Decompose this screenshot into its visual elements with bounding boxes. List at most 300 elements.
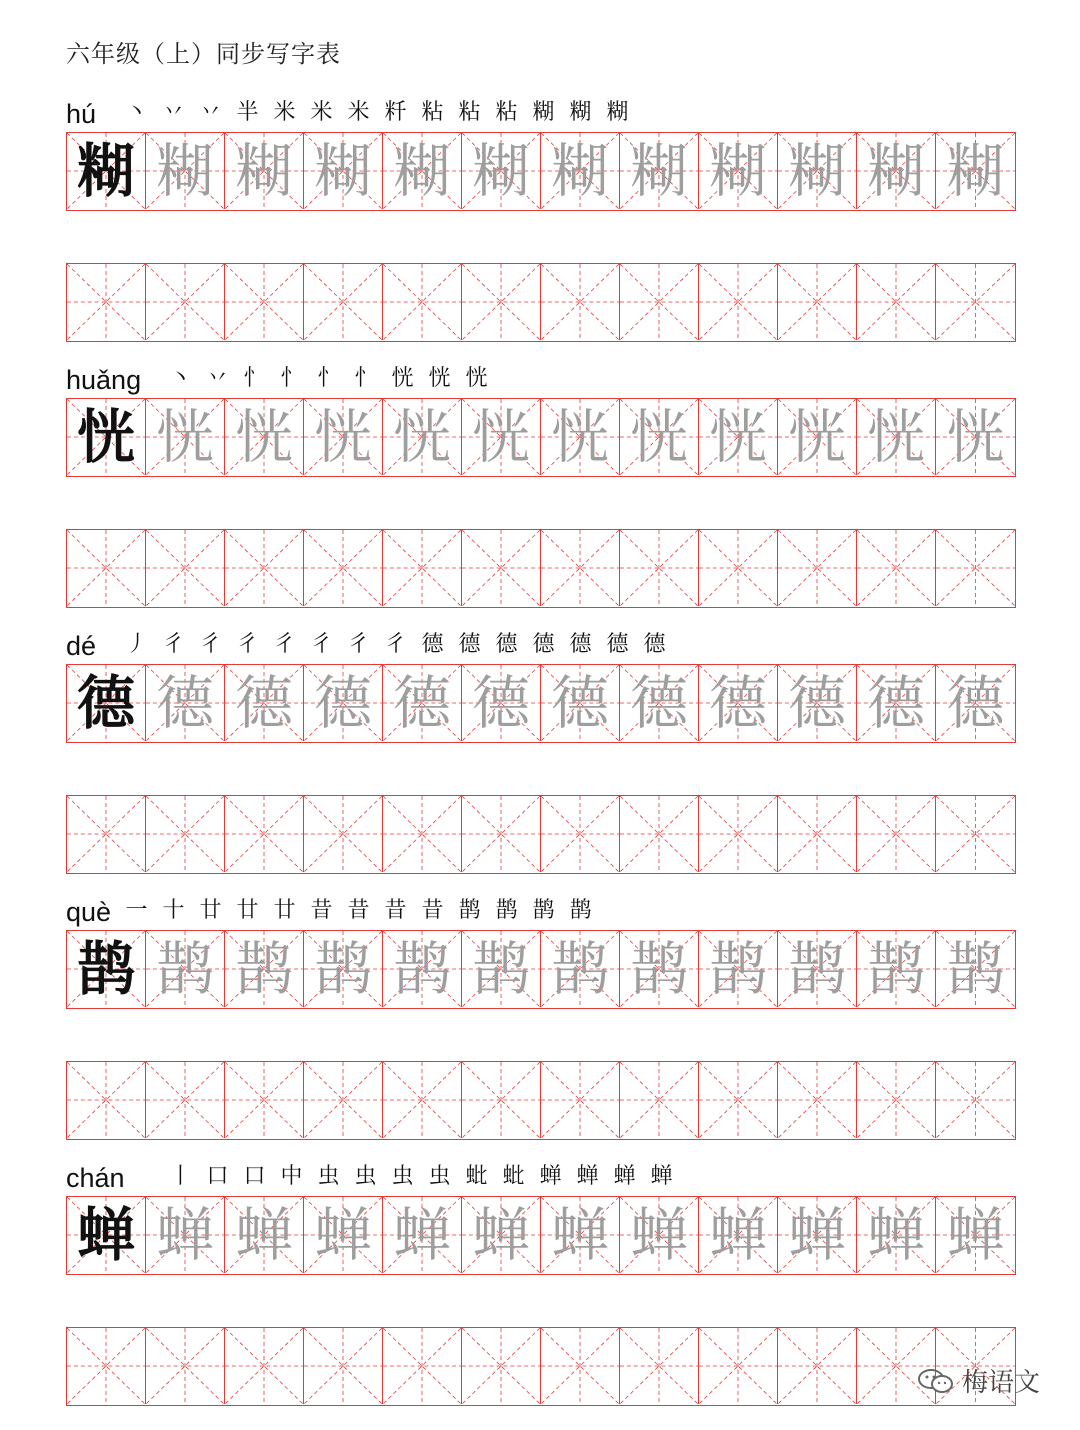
writing-cell[interactable]	[699, 1328, 778, 1404]
trace-character: 恍	[471, 403, 530, 471]
grid-guides	[699, 1328, 777, 1404]
trace-character: 恍	[708, 403, 767, 471]
writing-cell[interactable]	[304, 1062, 383, 1138]
writing-cell[interactable]	[620, 796, 699, 872]
grid-guides	[857, 796, 935, 872]
stroke-step: 蝉	[539, 1164, 562, 1189]
grid-guides	[304, 264, 382, 340]
writing-cell	[67, 399, 146, 475]
grid-guides	[462, 1062, 540, 1138]
trace-character: 蝉	[629, 1201, 688, 1269]
writing-cell[interactable]	[225, 530, 304, 606]
trace-character: 鹊	[550, 935, 609, 1003]
writing-cell[interactable]	[383, 264, 462, 340]
stroke-step: 米	[273, 100, 296, 125]
grid-guides	[778, 264, 856, 340]
writing-cell[interactable]	[541, 530, 620, 606]
stroke-step: 糊	[532, 100, 555, 125]
grid-guides	[541, 530, 619, 606]
grid-guides	[67, 1062, 145, 1138]
writing-cell[interactable]	[462, 1197, 541, 1273]
writing-cell[interactable]	[699, 796, 778, 872]
trace-character: 蝉	[392, 1201, 451, 1269]
stroke-step: 昔	[347, 898, 370, 923]
writing-cell[interactable]	[383, 931, 462, 1007]
writing-cell[interactable]	[541, 133, 620, 209]
trace-character: 蝉	[313, 1201, 372, 1269]
trace-character: 蝉	[946, 1201, 1005, 1269]
writing-cell[interactable]	[462, 665, 541, 741]
stroke-order	[118, 896, 599, 926]
model-grid-row	[66, 132, 1016, 211]
stroke-step: 昔	[310, 898, 333, 923]
stroke-step: 口	[243, 1164, 266, 1189]
writing-cell[interactable]	[620, 665, 699, 741]
trace-character: 鹊	[155, 935, 214, 1003]
trace-character: 糊	[234, 137, 293, 205]
writing-cell[interactable]	[936, 1197, 1015, 1273]
stroke-step: 鹊	[458, 898, 481, 923]
writing-cell[interactable]	[462, 1328, 541, 1404]
stroke-step: 忄	[354, 366, 377, 391]
stroke-step: 蝉	[576, 1164, 599, 1189]
grid-guides	[620, 796, 698, 872]
stroke-step: 虫	[428, 1164, 451, 1189]
trace-character: 糊	[313, 137, 372, 205]
stroke-step: 粁	[384, 100, 407, 125]
writing-cell[interactable]	[778, 133, 857, 209]
writing-cell[interactable]	[699, 1062, 778, 1138]
model-character: 糊	[76, 137, 135, 205]
writing-cell[interactable]	[699, 1197, 778, 1273]
writing-cell[interactable]	[383, 133, 462, 209]
stroke-step: 蝉	[613, 1164, 636, 1189]
writing-cell[interactable]	[699, 133, 778, 209]
trace-character: 恍	[787, 403, 846, 471]
trace-character: 恍	[155, 403, 214, 471]
writing-cell[interactable]	[146, 665, 225, 741]
trace-character: 鹊	[234, 935, 293, 1003]
grid-guides	[462, 530, 540, 606]
pinyin: hú	[66, 99, 97, 129]
stroke-step: 德	[606, 632, 629, 657]
trace-character: 德	[155, 669, 214, 737]
grid-guides	[225, 530, 303, 606]
writing-cell[interactable]	[778, 796, 857, 872]
writing-cell[interactable]	[857, 796, 936, 872]
writing-cell[interactable]	[225, 1328, 304, 1404]
writing-cell[interactable]	[146, 264, 225, 340]
stroke-step: 粘	[458, 100, 481, 125]
writing-cell[interactable]	[620, 264, 699, 340]
writing-cell	[67, 1197, 146, 1273]
stroke-step: 中	[280, 1164, 303, 1189]
writing-cell[interactable]	[541, 1062, 620, 1138]
grid-guides	[462, 264, 540, 340]
stroke-step: 廿	[199, 898, 222, 923]
writing-cell[interactable]	[699, 665, 778, 741]
trace-character: 德	[787, 669, 846, 737]
grid-guides	[146, 264, 224, 340]
trace-character: 德	[946, 669, 1005, 737]
writing-cell[interactable]	[146, 796, 225, 872]
writing-cell[interactable]	[699, 264, 778, 340]
grid-guides	[541, 264, 619, 340]
grid-guides	[541, 796, 619, 872]
stroke-step: 鹊	[495, 898, 518, 923]
grid-guides	[304, 530, 382, 606]
writing-cell[interactable]	[383, 1197, 462, 1273]
grid-guides	[146, 796, 224, 872]
character-block	[66, 620, 1016, 874]
writing-cell[interactable]	[541, 796, 620, 872]
writing-cell[interactable]	[225, 133, 304, 209]
trace-character: 鹊	[866, 935, 925, 1003]
model-grid-row	[66, 1196, 1016, 1275]
grid-guides	[225, 264, 303, 340]
writing-cell[interactable]	[225, 399, 304, 475]
stroke-step: 德	[643, 632, 666, 657]
trace-character: 蝉	[787, 1201, 846, 1269]
writing-cell[interactable]	[304, 264, 383, 340]
grid-guides	[383, 264, 461, 340]
writing-cell[interactable]	[936, 530, 1015, 606]
writing-cell[interactable]	[146, 1197, 225, 1273]
grid-guides	[462, 1328, 540, 1404]
grid-guides	[225, 796, 303, 872]
trace-character: 恍	[392, 403, 451, 471]
trace-character: 恍	[550, 403, 609, 471]
writing-cell[interactable]	[541, 1328, 620, 1404]
stroke-step: 彳	[347, 632, 370, 657]
writing-cell[interactable]	[462, 796, 541, 872]
writing-cell[interactable]	[462, 931, 541, 1007]
trace-character: 鹊	[471, 935, 530, 1003]
trace-character: 德	[866, 669, 925, 737]
stroke-step: 彳	[199, 632, 222, 657]
writing-cell	[67, 133, 146, 209]
character-block	[66, 354, 1016, 608]
model-character: 蝉	[76, 1201, 135, 1269]
blank-grid-row	[66, 263, 1016, 342]
writing-cell[interactable]	[304, 931, 383, 1007]
writing-cell[interactable]	[541, 665, 620, 741]
grid-guides	[778, 796, 856, 872]
stroke-step: 糊	[569, 100, 592, 125]
grid-guides	[304, 1062, 382, 1138]
grid-guides	[146, 1328, 224, 1404]
model-character: 鹊	[76, 935, 135, 1003]
writing-cell[interactable]	[936, 133, 1015, 209]
writing-cell	[67, 931, 146, 1007]
grid-guides	[383, 530, 461, 606]
stroke-step: 彳	[273, 632, 296, 657]
pinyin-row	[66, 1152, 1016, 1196]
model-grid-row	[66, 664, 1016, 743]
pinyin: huǎng	[66, 365, 142, 395]
trace-character: 鹊	[946, 935, 1005, 1003]
stroke-step: 丷	[162, 100, 185, 125]
writing-cell[interactable]	[462, 1062, 541, 1138]
writing-cell[interactable]	[146, 133, 225, 209]
stroke-step: 鹊	[532, 898, 555, 923]
stroke-step: 米	[310, 100, 333, 125]
trace-character: 德	[234, 669, 293, 737]
writing-cell[interactable]	[462, 399, 541, 475]
pinyin: chán	[66, 1163, 125, 1193]
writing-cell[interactable]	[541, 399, 620, 475]
grid-guides	[857, 530, 935, 606]
trace-character: 德	[550, 669, 609, 737]
stroke-step: 忄	[317, 366, 340, 391]
writing-cell[interactable]	[778, 530, 857, 606]
stroke-step: 蝉	[650, 1164, 673, 1189]
writing-cell[interactable]	[778, 1197, 857, 1273]
writing-cell[interactable]	[462, 264, 541, 340]
trace-character: 蝉	[155, 1201, 214, 1269]
writing-cell[interactable]	[857, 133, 936, 209]
writing-cell[interactable]	[225, 1062, 304, 1138]
writing-cell[interactable]	[304, 133, 383, 209]
writing-cell[interactable]	[936, 665, 1015, 741]
writing-cell[interactable]	[383, 665, 462, 741]
writing-cell[interactable]	[541, 264, 620, 340]
writing-cell[interactable]	[67, 264, 146, 340]
writing-cell[interactable]	[67, 796, 146, 872]
writing-cell[interactable]	[383, 1062, 462, 1138]
stroke-step: 昔	[421, 898, 444, 923]
writing-cell[interactable]	[620, 1197, 699, 1273]
writing-cell[interactable]	[146, 931, 225, 1007]
stroke-step: 口	[206, 1164, 229, 1189]
writing-cell[interactable]	[857, 665, 936, 741]
writing-cell[interactable]	[778, 1328, 857, 1404]
trace-character: 糊	[787, 137, 846, 205]
grid-guides	[620, 530, 698, 606]
writing-cell[interactable]	[699, 399, 778, 475]
writing-cell[interactable]	[778, 665, 857, 741]
blank-grid-row	[66, 1327, 1016, 1406]
grid-guides	[304, 1328, 382, 1404]
writing-cell[interactable]	[699, 530, 778, 606]
stroke-step: 彳	[384, 632, 407, 657]
writing-cell[interactable]	[620, 530, 699, 606]
writing-cell[interactable]	[857, 1197, 936, 1273]
writing-cell[interactable]	[225, 264, 304, 340]
writing-cell[interactable]	[699, 931, 778, 1007]
stroke-step: 丨	[169, 1164, 192, 1189]
trace-character: 鹊	[629, 935, 688, 1003]
writing-cell[interactable]	[936, 931, 1015, 1007]
grid-guides	[462, 796, 540, 872]
trace-character: 恍	[313, 403, 372, 471]
grid-guides	[383, 796, 461, 872]
writing-cell[interactable]	[857, 399, 936, 475]
writing-cell[interactable]	[620, 399, 699, 475]
writing-cell[interactable]	[146, 530, 225, 606]
stroke-step: 廿	[273, 898, 296, 923]
writing-cell[interactable]	[383, 796, 462, 872]
stroke-step: 德	[458, 632, 481, 657]
grid-guides	[225, 1328, 303, 1404]
trace-character: 蝉	[866, 1201, 925, 1269]
trace-character: 糊	[866, 137, 925, 205]
stroke-step: 德	[495, 632, 518, 657]
grid-guides	[67, 1328, 145, 1404]
writing-cell[interactable]	[936, 399, 1015, 475]
grid-guides	[778, 530, 856, 606]
model-grid-row	[66, 930, 1016, 1009]
stroke-step: 恍	[428, 366, 451, 391]
stroke-step: 蚍	[465, 1164, 488, 1189]
stroke-step: 丶	[169, 366, 192, 391]
wechat-icon	[916, 1367, 956, 1395]
grid-guides	[620, 1328, 698, 1404]
trace-character: 糊	[392, 137, 451, 205]
writing-cell[interactable]	[146, 1062, 225, 1138]
stroke-step: 蚍	[502, 1164, 525, 1189]
trace-character: 德	[313, 669, 372, 737]
pinyin-row	[66, 88, 1016, 132]
stroke-step: 恍	[391, 366, 414, 391]
writing-cell[interactable]	[857, 1062, 936, 1138]
grid-guides	[620, 1062, 698, 1138]
trace-character: 恍	[866, 403, 925, 471]
stroke-step: 十	[162, 898, 185, 923]
stroke-step: 彳	[236, 632, 259, 657]
writing-cell[interactable]	[620, 1328, 699, 1404]
blank-grid-row	[66, 529, 1016, 608]
character-block	[66, 1152, 1016, 1406]
writing-cell[interactable]	[857, 264, 936, 340]
stroke-step: 半	[236, 100, 259, 125]
writing-cell[interactable]	[304, 796, 383, 872]
writing-cell[interactable]	[936, 796, 1015, 872]
writing-cell[interactable]	[146, 1328, 225, 1404]
trace-character: 糊	[550, 137, 609, 205]
watermark	[916, 1362, 1040, 1399]
pinyin: dé	[66, 631, 97, 661]
model-grid-row	[66, 398, 1016, 477]
grid-guides	[67, 264, 145, 340]
writing-cell[interactable]	[541, 931, 620, 1007]
grid-guides	[936, 1062, 1015, 1138]
trace-character: 蝉	[708, 1201, 767, 1269]
writing-cell[interactable]	[383, 399, 462, 475]
writing-cell[interactable]	[620, 133, 699, 209]
writing-cell[interactable]	[462, 133, 541, 209]
grid-guides	[699, 1062, 777, 1138]
writing-cell[interactable]	[936, 264, 1015, 340]
pinyin: què	[66, 897, 112, 927]
trace-character: 蝉	[234, 1201, 293, 1269]
stroke-step: 昔	[384, 898, 407, 923]
stroke-step: 丷	[199, 100, 222, 125]
character-block	[66, 88, 1016, 342]
writing-cell[interactable]	[541, 1197, 620, 1273]
stroke-step: 虫	[391, 1164, 414, 1189]
writing-cell[interactable]	[778, 1062, 857, 1138]
stroke-step: 德	[532, 632, 555, 657]
writing-cell[interactable]	[857, 931, 936, 1007]
trace-character: 恍	[234, 403, 293, 471]
stroke-step: 虫	[317, 1164, 340, 1189]
stroke-order	[118, 630, 673, 660]
writing-cell[interactable]	[936, 1062, 1015, 1138]
trace-character: 糊	[946, 137, 1005, 205]
writing-cell[interactable]	[383, 530, 462, 606]
writing-cell[interactable]	[67, 530, 146, 606]
stroke-step: 米	[347, 100, 370, 125]
writing-cell[interactable]	[857, 530, 936, 606]
stroke-step: 粘	[421, 100, 444, 125]
pinyin-row	[66, 620, 1016, 664]
writing-cell[interactable]	[462, 530, 541, 606]
writing-cell[interactable]	[304, 530, 383, 606]
trace-character: 恍	[629, 403, 688, 471]
stroke-step: 廿	[236, 898, 259, 923]
writing-cell[interactable]	[778, 399, 857, 475]
writing-cell[interactable]	[225, 931, 304, 1007]
writing-cell[interactable]	[383, 1328, 462, 1404]
stroke-step: 一	[125, 898, 148, 923]
grid-guides	[146, 530, 224, 606]
trace-character: 糊	[155, 137, 214, 205]
model-character: 恍	[76, 403, 135, 471]
writing-cell[interactable]	[67, 1062, 146, 1138]
writing-cell[interactable]	[304, 1328, 383, 1404]
grid-guides	[620, 264, 698, 340]
grid-guides	[699, 530, 777, 606]
writing-cell[interactable]	[620, 931, 699, 1007]
stroke-step: 丷	[206, 366, 229, 391]
writing-cell[interactable]	[225, 796, 304, 872]
pinyin-row	[66, 354, 1016, 398]
stroke-step: 德	[569, 632, 592, 657]
stroke-step: 彳	[310, 632, 333, 657]
writing-cell[interactable]	[304, 1197, 383, 1273]
stroke-step: 彳	[162, 632, 185, 657]
grid-guides	[67, 530, 145, 606]
pinyin-row	[66, 886, 1016, 930]
writing-cell[interactable]	[304, 399, 383, 475]
stroke-step: 丶	[125, 100, 148, 125]
grid-guides	[936, 264, 1015, 340]
writing-cell[interactable]	[225, 665, 304, 741]
writing-cell[interactable]	[778, 931, 857, 1007]
writing-cell[interactable]	[620, 1062, 699, 1138]
stroke-step: 恍	[465, 366, 488, 391]
stroke-step: 德	[421, 632, 444, 657]
trace-character: 鹊	[313, 935, 372, 1003]
trace-character: 鹊	[392, 935, 451, 1003]
character-block	[66, 886, 1016, 1140]
trace-character: 糊	[471, 137, 530, 205]
stroke-step: 丿	[125, 632, 148, 657]
writing-cell[interactable]	[225, 1197, 304, 1273]
grid-guides	[304, 796, 382, 872]
writing-cell[interactable]	[304, 665, 383, 741]
grid-guides	[146, 1062, 224, 1138]
stroke-step: 忄	[243, 366, 266, 391]
writing-cell[interactable]	[778, 264, 857, 340]
grid-guides	[857, 264, 935, 340]
writing-cell[interactable]	[67, 1328, 146, 1404]
grid-guides	[383, 1062, 461, 1138]
trace-character: 德	[708, 669, 767, 737]
trace-character: 鹊	[787, 935, 846, 1003]
writing-cell[interactable]	[146, 399, 225, 475]
